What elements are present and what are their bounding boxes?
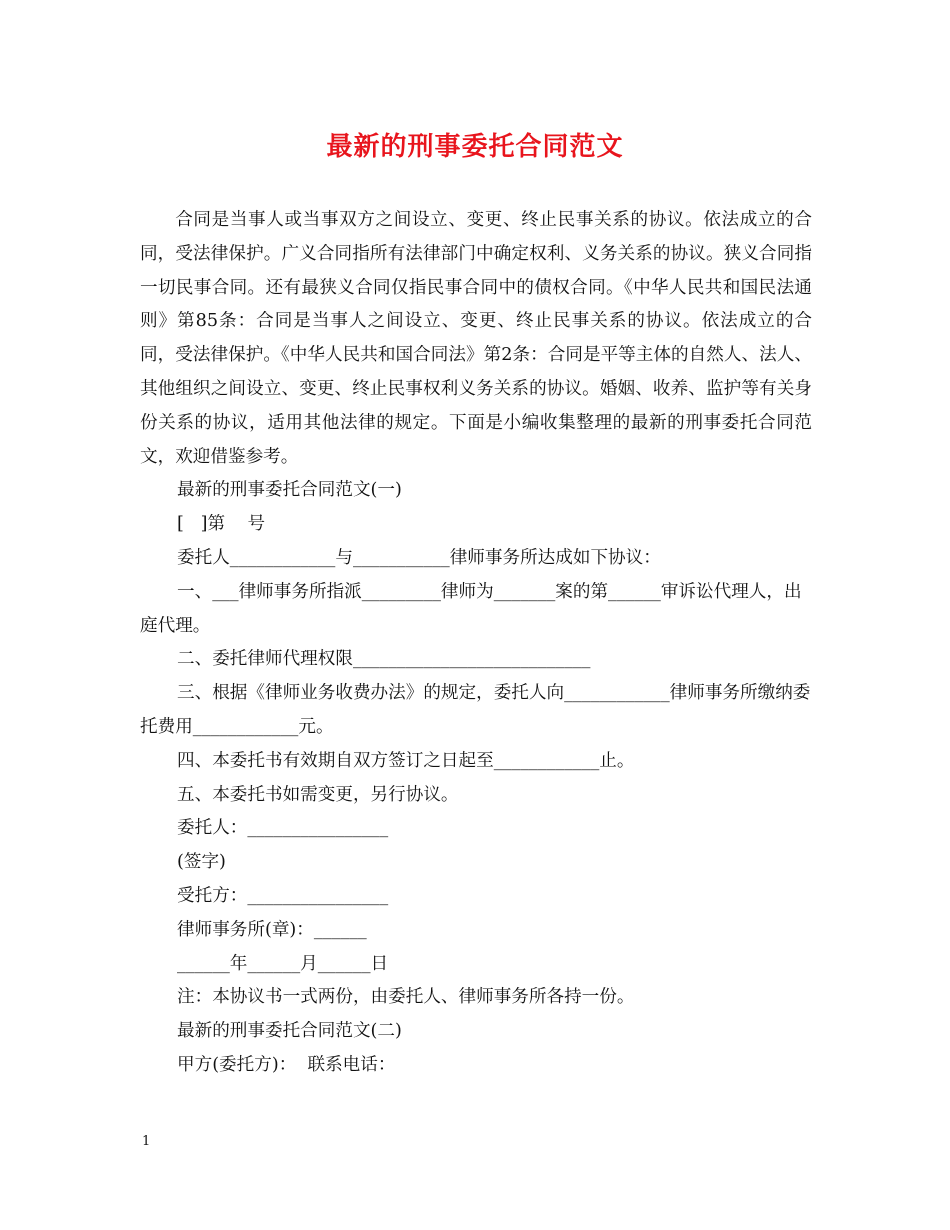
document-body [140,204,812,1083]
client-signature-line: 委托人：________________ [177,818,389,839]
agreement-note: 注：本协议书一式两份，由委托人、律师事务所各持一份。 [177,987,635,1008]
date-line: ______年______月______日 [177,953,389,974]
clause-4: 四、本委托书有效期自双方签订之日起至____________止。 [177,750,635,771]
signature-note: (签字) [177,852,226,873]
clause-5: 五、本委托书如需变更，另行协议。 [177,784,459,805]
parties-line: 委托人____________与___________律师事务所达成如下协议： [177,547,661,568]
intro-paragraph: 合同是当事人或当事双方之间设立、变更、终止民事关系的协议。依法成立的合同，受法律保护。广义合同指所有法律部门中确定权利、义务关系的协议。狭义合同指一切民事合同。还有最狭义合同仅指民事合同中的债权合同。《中华人民共和国民法通则》第85条：合同是当事人之间设立、变更、终止民事关系的协议。依法成立的合同，受法律保护。《中华人民共和国合同法》第2条：合同是平等主体的自然人、法人、其他组织之间设立、变更、终止民事权利义务关系的协议。婚姻、收养、监护等有关身份关系的协议，适用其他法律的规定。下面是小编收集整理的最新的刑事委托合同范文，欢迎借鉴参考。 [140,210,812,467]
section-heading-2: 最新的刑事委托合同范文(二) [177,1021,402,1042]
clause-1: 一、___律师事务所指派_________律师为_______案的第______审诉讼代理人，出庭代理。 [140,581,802,636]
clause-3: 三、根据《律师业务收费办法》的规定，委托人向____________律师事务所缴纳委托费用____________元。 [140,683,811,737]
document-title: 最新的刑事委托合同范文 [326,132,624,162]
trustee-signature-line: 受托方：________________ [177,885,389,906]
section-heading-1: 最新的刑事委托合同范文(一) [177,480,402,501]
page-number: 1 [142,1134,151,1149]
party-a-line: 甲方(委托方)： 联系电话： [177,1054,396,1075]
firm-seal-line: 律师事务所(章)：______ [177,919,367,940]
clause-2: 二、委托律师代理权限___________________________ [177,649,591,670]
document-number-line: [ ]第 号 [177,514,266,535]
